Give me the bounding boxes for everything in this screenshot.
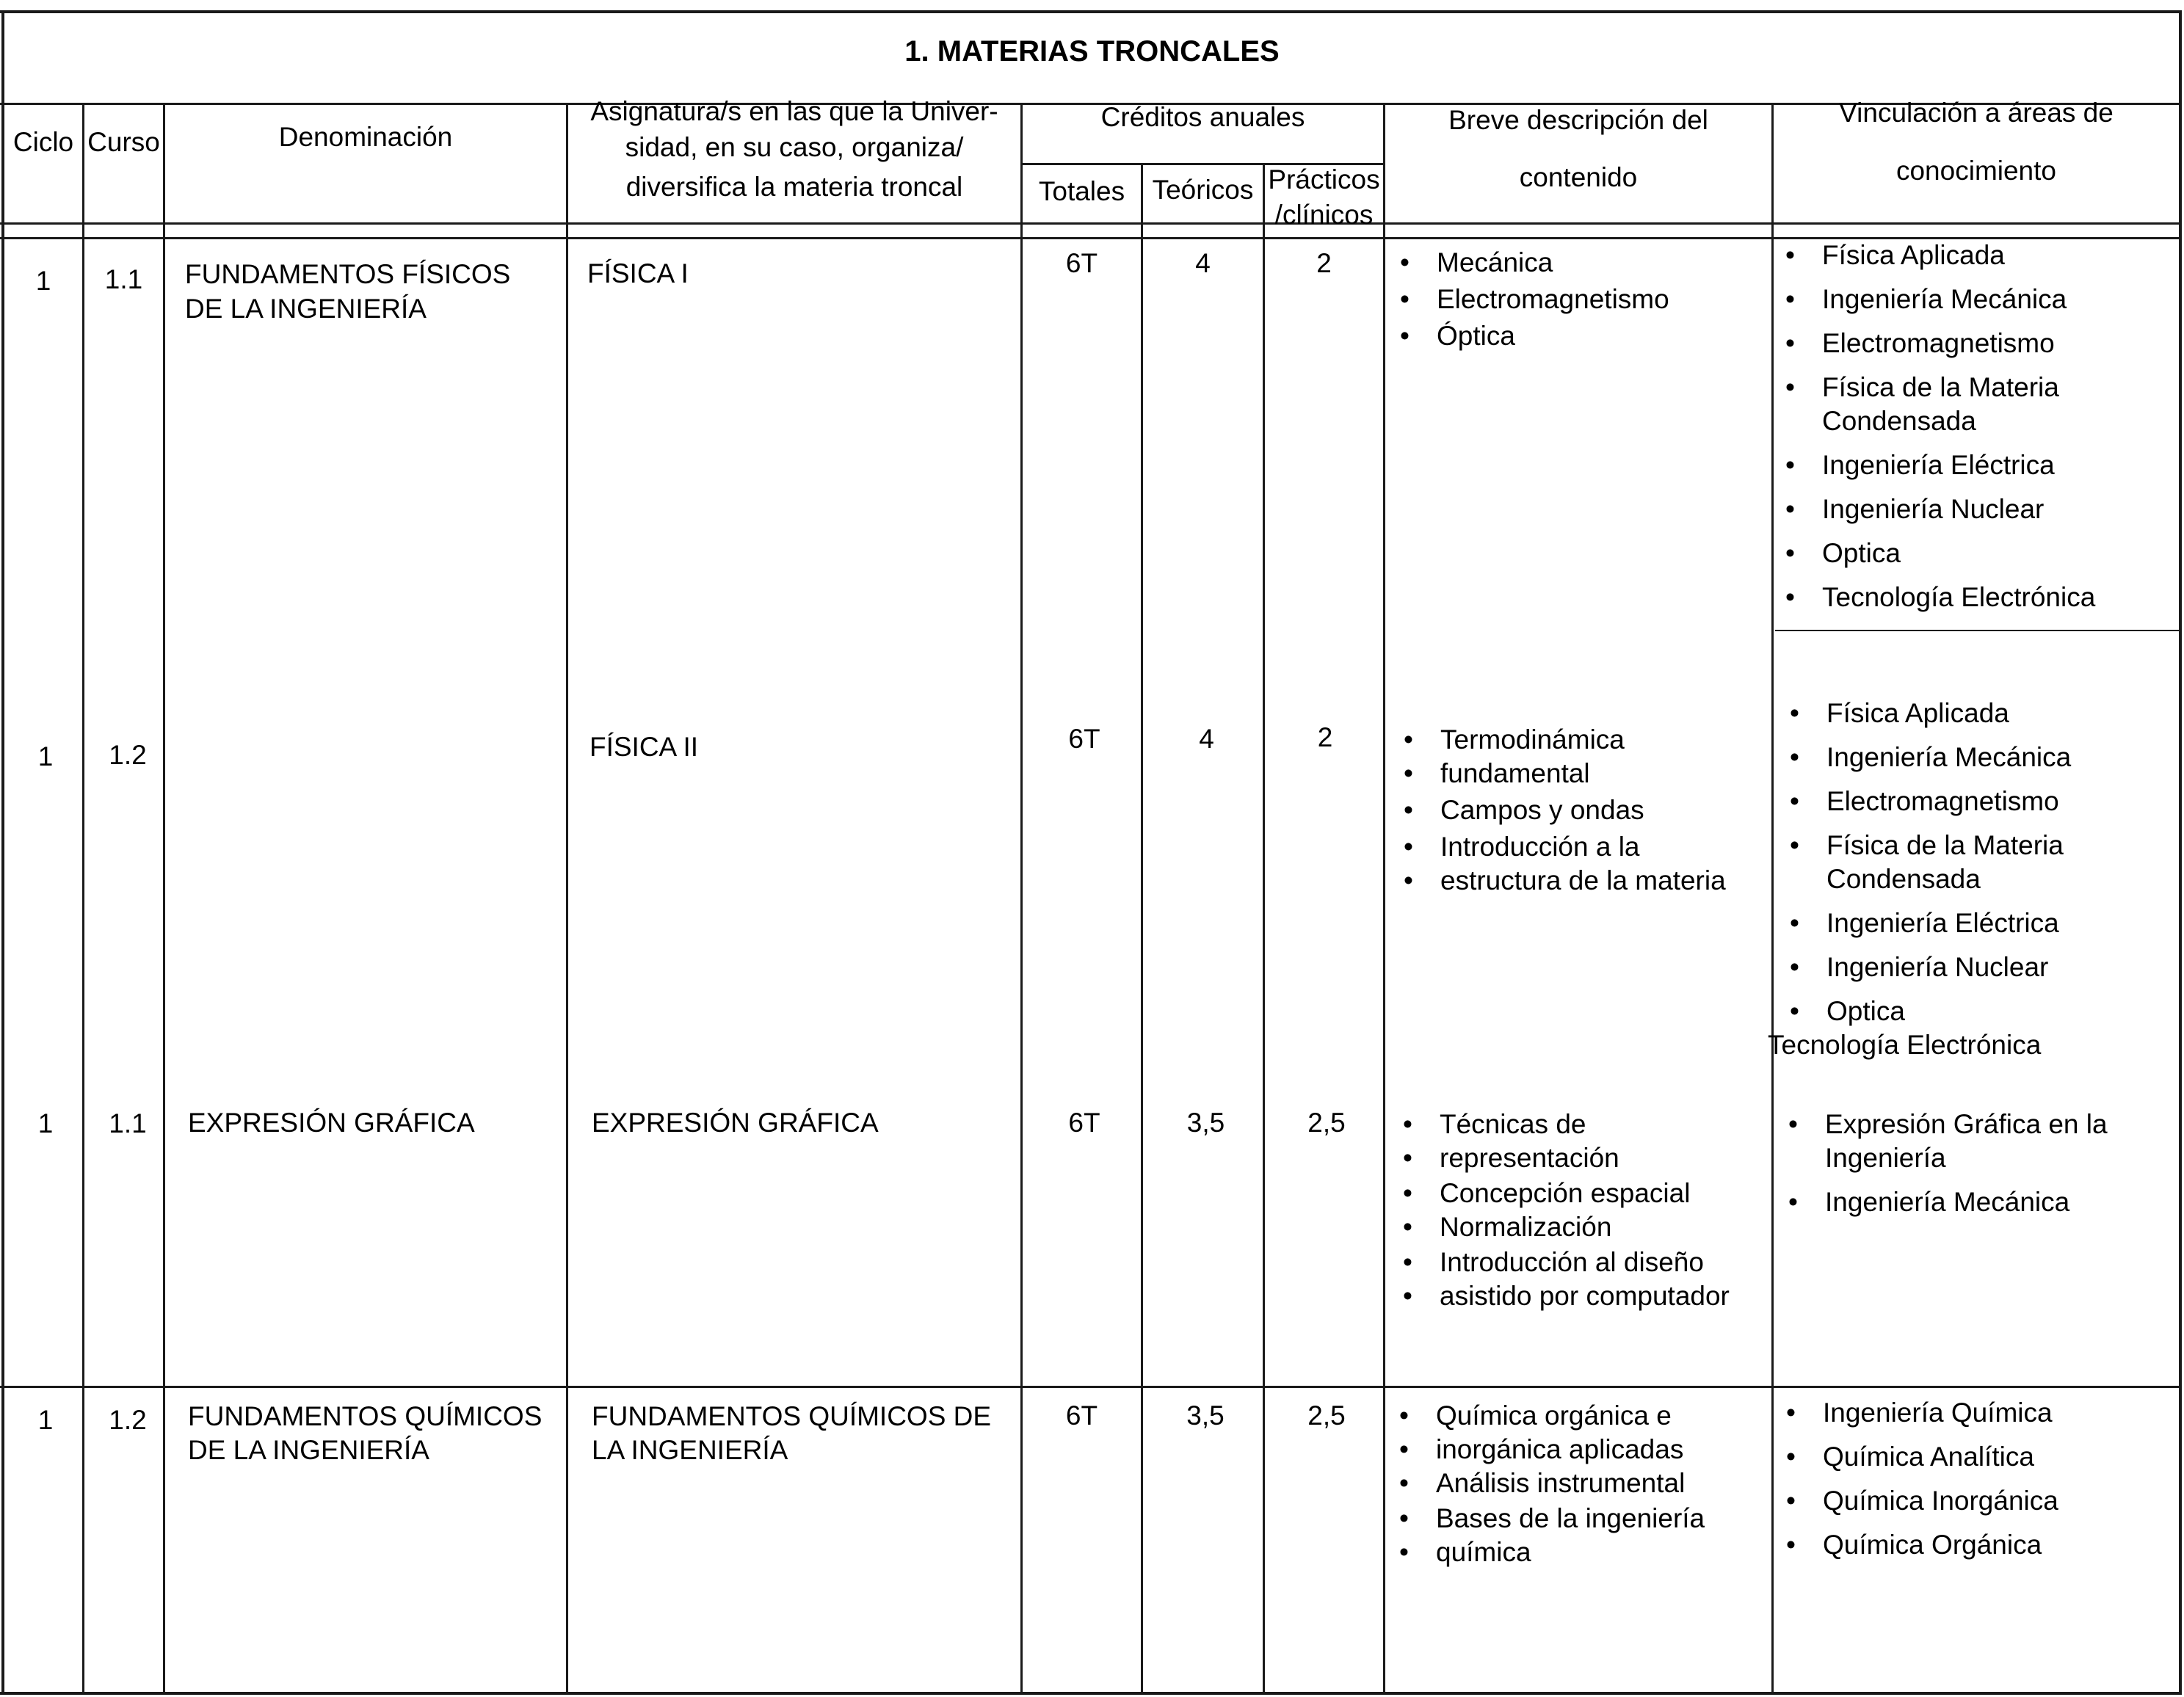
list-item: • representación: [1396, 1141, 1730, 1175]
list-item: • Ingeniería Eléctrica: [1782, 906, 2071, 940]
row1-practicos: 2: [1316, 248, 1332, 278]
header-denominacion: Denominación: [278, 122, 453, 152]
list-item: • Introducción al diseño: [1396, 1246, 1730, 1279]
header-totales: Totales: [1038, 176, 1125, 206]
col-line-7: [1383, 103, 1385, 1695]
row2-curso: 1.2: [109, 740, 147, 770]
list-item: • Óptica: [1393, 319, 1669, 353]
list-item: • Termodinámica: [1396, 723, 1726, 757]
list-item: • Optica: [1778, 537, 2095, 570]
row4-areas-list: [1779, 1396, 2058, 1572]
header-practicos-line1: Prácticos: [1268, 164, 1380, 195]
list-item: • Bases de la ingeniería: [1392, 1502, 1705, 1536]
col-line-5: [1141, 163, 1143, 1695]
list-item: • asistido por computador: [1396, 1279, 1730, 1313]
list-item: • Campos y ondas: [1396, 793, 1726, 827]
row4-totales: 6T: [1065, 1400, 1098, 1431]
col-line-6: [1263, 163, 1265, 1695]
row2-ciclo: 1: [37, 741, 54, 771]
list-item: • Ingeniería Nuclear: [1782, 951, 2071, 984]
list-item: Condensada: [1822, 406, 1976, 436]
list-item: • Ingeniería Química: [1779, 1396, 2058, 1430]
row2-areas-list: [1768, 697, 2072, 1072]
table-bottom-border: [0, 1692, 2180, 1695]
list-item: • Electromagnetismo: [1393, 283, 1669, 316]
list-item: • Electromagnetismo: [1782, 785, 2071, 818]
list-item: • Optica: [1782, 995, 2071, 1028]
row3-areas-list: [1781, 1108, 2108, 1229]
list-item: • Concepción espacial: [1396, 1177, 1730, 1210]
row4-denominacion-line1: FUNDAMENTOS QUÍMICOS: [188, 1401, 543, 1431]
list-item: • Ingeniería Mecánica: [1782, 741, 2071, 774]
row1-ciclo: 1: [35, 266, 51, 296]
row-divider-2: [0, 1386, 2180, 1388]
row3-denominacion-line1: EXPRESIÓN GRÁFICA: [188, 1108, 475, 1138]
list-item: • Física de la Materia: [1778, 371, 2095, 404]
list-item: • Electromagnetismo: [1778, 327, 2095, 360]
list-item: • Mecánica: [1393, 246, 1669, 280]
row3-contenido-list: [1396, 1108, 1730, 1313]
list-item: • química: [1392, 1536, 1705, 1569]
row2-teoricos: 4: [1199, 724, 1214, 754]
col-line-2: [163, 103, 165, 1695]
col-line-4: [1020, 103, 1023, 1695]
row3-curso: 1.1: [109, 1108, 147, 1138]
header-asignatura-line2: sidad, en su caso, organiza/: [625, 132, 964, 162]
row1-areas-list: [1778, 239, 2095, 625]
header-vinculacion-line2: conocimiento: [1895, 156, 2056, 186]
row3-ciclo: 1: [37, 1108, 54, 1138]
list-item: • Física Aplicada: [1782, 697, 2071, 730]
col-line-9: [2179, 10, 2182, 1695]
list-item: • Expresión Gráfica en la: [1781, 1108, 2108, 1141]
list-item: • Química Analítica: [1779, 1440, 2058, 1474]
col-line-8: [1771, 103, 1774, 1695]
row2-practicos: 2: [1317, 722, 1333, 752]
list-item: • Ingeniería Mecánica: [1778, 283, 2095, 316]
list-item: • Ingeniería Eléctrica: [1778, 448, 2095, 482]
header-asignatura-line3: diversifica la materia troncal: [625, 172, 963, 202]
list-item: • Introducción a la: [1396, 830, 1726, 864]
list-item: • Técnicas de: [1396, 1108, 1730, 1141]
col-line-3: [566, 103, 568, 1695]
list-item: • Física Aplicada: [1778, 239, 2095, 272]
row4-asignatura-line2: LA INGENIERÍA: [592, 1435, 788, 1465]
list-item: • Tecnología Electrónica: [1778, 581, 2095, 614]
row2-totales: 6T: [1068, 724, 1100, 754]
header-teoricos: Teóricos: [1152, 175, 1254, 205]
list-item: • fundamental: [1396, 757, 1726, 791]
row4-asignatura-line1: FUNDAMENTOS QUÍMICOS DE: [592, 1401, 992, 1431]
row4-ciclo: 1: [37, 1405, 54, 1435]
header-creditos-anuales: Créditos anuales: [1100, 102, 1305, 132]
row2-asignatura: FÍSICA II: [589, 732, 699, 762]
col-line-0: [1, 10, 4, 1695]
table-title: 1. MATERIAS TRONCALES: [904, 35, 1280, 68]
list-item: • Física de la Materia: [1782, 829, 2071, 862]
row1-teoricos: 4: [1195, 248, 1211, 278]
list-item: Condensada: [1826, 864, 1981, 894]
row3-totales: 6T: [1068, 1108, 1100, 1138]
table-top-border: [0, 10, 2180, 13]
list-item: Ingeniería: [1825, 1143, 1946, 1173]
header-bottom-border: [0, 222, 2180, 225]
list-item: • Análisis instrumental: [1392, 1467, 1705, 1500]
list-item: • Normalización: [1396, 1210, 1730, 1244]
list-item: • Química Inorgánica: [1779, 1484, 2058, 1518]
row4-teoricos: 3,5: [1186, 1400, 1225, 1431]
list-item: Tecnología Electrónica: [1768, 1030, 2042, 1060]
row4-practicos: 2,5: [1307, 1400, 1346, 1431]
row1-asignatura: FÍSICA I: [587, 258, 689, 288]
row4-curso: 1.2: [109, 1405, 147, 1435]
list-item: • Química Orgánica: [1779, 1528, 2058, 1562]
header-asignatura-line1: Asignatura/s en las que la Univer-: [590, 96, 998, 126]
row-divider-1: [1775, 630, 2180, 631]
header-vinculacion-line1: Vinculación a áreas de: [1839, 98, 2114, 128]
row1-totales: 6T: [1065, 248, 1098, 278]
list-item: • inorgánica aplicadas: [1392, 1433, 1705, 1467]
row2-contenido-list: [1396, 723, 1726, 898]
row1-curso: 1.1: [104, 264, 143, 294]
row3-practicos: 2,5: [1307, 1108, 1346, 1138]
row4-contenido-list: [1392, 1399, 1705, 1569]
row3-teoricos: 3,5: [1186, 1108, 1225, 1138]
list-item: • Ingeniería Nuclear: [1778, 493, 2095, 526]
header-practicos-line2: /clínicos: [1274, 200, 1374, 230]
list-item: • estructura de la materia: [1396, 864, 1726, 898]
list-item: • Química orgánica e: [1392, 1399, 1705, 1433]
row1-contenido-list: [1393, 246, 1669, 351]
header-breve-line2: contenido: [1519, 162, 1638, 192]
row4-denominacion-line2: DE LA INGENIERÍA: [188, 1435, 429, 1465]
row3-asignatura: EXPRESIÓN GRÁFICA: [592, 1108, 879, 1138]
header-ciclo: Ciclo: [12, 127, 74, 157]
row1-denominacion-line2: DE LA INGENIERÍA: [185, 294, 427, 324]
row1-denominacion-line1: FUNDAMENTOS FÍSICOS: [185, 259, 511, 289]
header-curso: Curso: [87, 127, 160, 157]
list-item: • Ingeniería Mecánica: [1781, 1185, 2108, 1219]
col-line-1: [82, 103, 84, 1695]
header-breve-line1: Breve descripción del: [1448, 105, 1708, 135]
